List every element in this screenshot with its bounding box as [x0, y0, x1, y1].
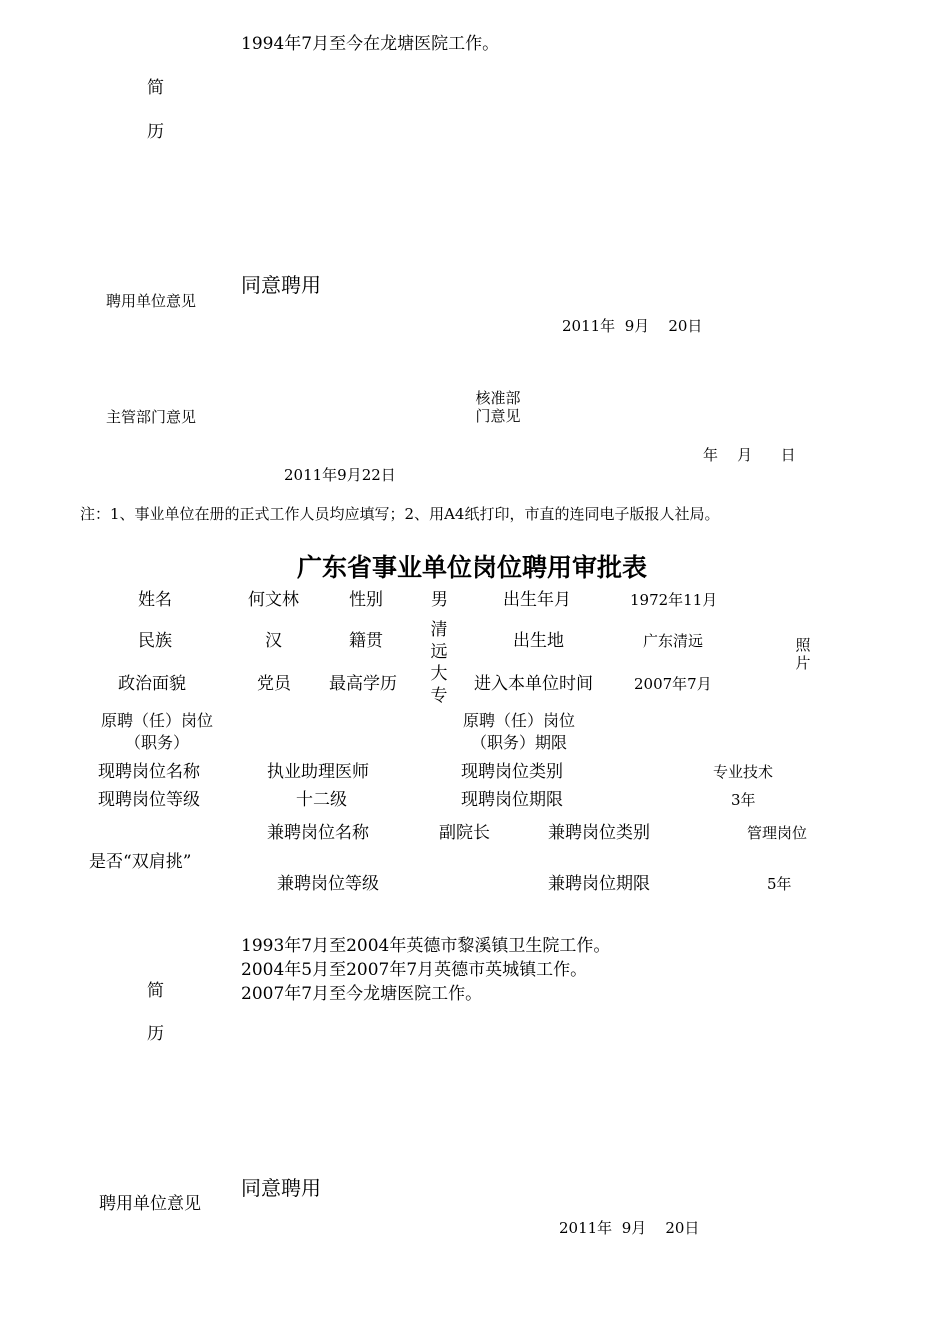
resume-entry: 2004年5月至2007年7月英德市英城镇工作。 [241, 960, 588, 980]
gender-label: 性别 [349, 590, 383, 610]
ethnicity-label: 民族 [138, 631, 172, 651]
side-post-type: 管理岗位 [747, 824, 808, 842]
side-post-name: 副院长 [439, 823, 490, 843]
side-post-type-label: 兼聘岗位类别 [548, 823, 650, 843]
cur-post-name-label: 现聘岗位名称 [98, 762, 200, 782]
native-value: 清远 [430, 620, 448, 662]
cur-post-level-label: 现聘岗位等级 [98, 790, 200, 810]
approval-date: 年 月 日 [703, 446, 796, 464]
political-label: 政治面貌 [118, 674, 186, 694]
birthplace-label: 出生地 [513, 631, 564, 651]
education-label: 最高学历 [329, 674, 397, 694]
orig-term-label: 原聘（任）岗位（职务）期限 [462, 711, 575, 752]
dept-opinion-label: 主管部门意见 [106, 408, 197, 426]
entry-label: 进入本单位时间 [474, 674, 593, 694]
side-post-term-label: 兼聘岗位期限 [548, 874, 650, 894]
resume-label-2: 历 [147, 1024, 164, 1044]
cur-post-name: 执业助理医师 [267, 762, 369, 782]
resume-label-1: 简 [147, 981, 164, 1001]
resume-entry: 1993年7月至2004年英德市黎溪镇卫生院工作。 [241, 936, 611, 956]
resume-line: 1994年7月至今在龙塘医院工作。 [241, 34, 500, 54]
employer-opinion: 同意聘用 [241, 273, 321, 297]
gender-value: 男 [431, 590, 448, 610]
education-value: 大专 [430, 664, 448, 706]
political-value: 党员 [257, 674, 291, 694]
resume-entry: 2007年7月至今龙塘医院工作。 [241, 984, 483, 1004]
side-post-level-label: 兼聘岗位等级 [277, 874, 379, 894]
employer-date: 2011年 9月 20日 [559, 1219, 700, 1237]
employer-opinion-label: 聘用单位意见 [99, 1194, 201, 1214]
birth-value: 1972年11月 [630, 591, 718, 609]
name-label: 姓名 [138, 590, 172, 610]
cur-post-type-label: 现聘岗位类别 [461, 762, 563, 782]
approval-dept-label: 核准部门意见 [475, 389, 521, 425]
birth-label: 出生年月 [503, 590, 571, 610]
dual-role-label: 是否“双肩挑” [89, 852, 192, 872]
photo-label: 照片 [795, 636, 811, 672]
side-post-name-label: 兼聘岗位名称 [267, 823, 369, 843]
resume-label-1: 简 [147, 78, 164, 98]
cur-post-term-label: 现聘岗位期限 [461, 790, 563, 810]
birthplace-value: 广东清远 [643, 632, 704, 650]
orig-post-label: 原聘（任）岗位（职务） [100, 711, 213, 752]
cur-post-type: 专业技术 [713, 763, 774, 781]
native-label: 籍贯 [349, 631, 383, 651]
cur-post-level: 十二级 [296, 790, 347, 810]
side-post-term: 5年 [767, 875, 792, 893]
dept-date: 2011年9月22日 [284, 466, 396, 484]
entry-value: 2007年7月 [634, 675, 712, 693]
employer-opinion-label: 聘用单位意见 [106, 292, 197, 310]
employer-date: 2011年 9月 20日 [562, 317, 703, 335]
employer-opinion: 同意聘用 [241, 1176, 321, 1200]
name-value: 何文林 [248, 590, 299, 610]
resume-label-2: 历 [147, 122, 164, 142]
cur-post-term: 3年 [731, 791, 756, 809]
footnote: 注：1、事业单位在册的正式工作人员均应填写；2、用A4纸打印，市直的连同电子版报人社局。 [80, 505, 720, 523]
ethnicity-value: 汉 [265, 631, 282, 651]
form-title: 广东省事业单位岗位聘用审批表 [297, 553, 648, 582]
